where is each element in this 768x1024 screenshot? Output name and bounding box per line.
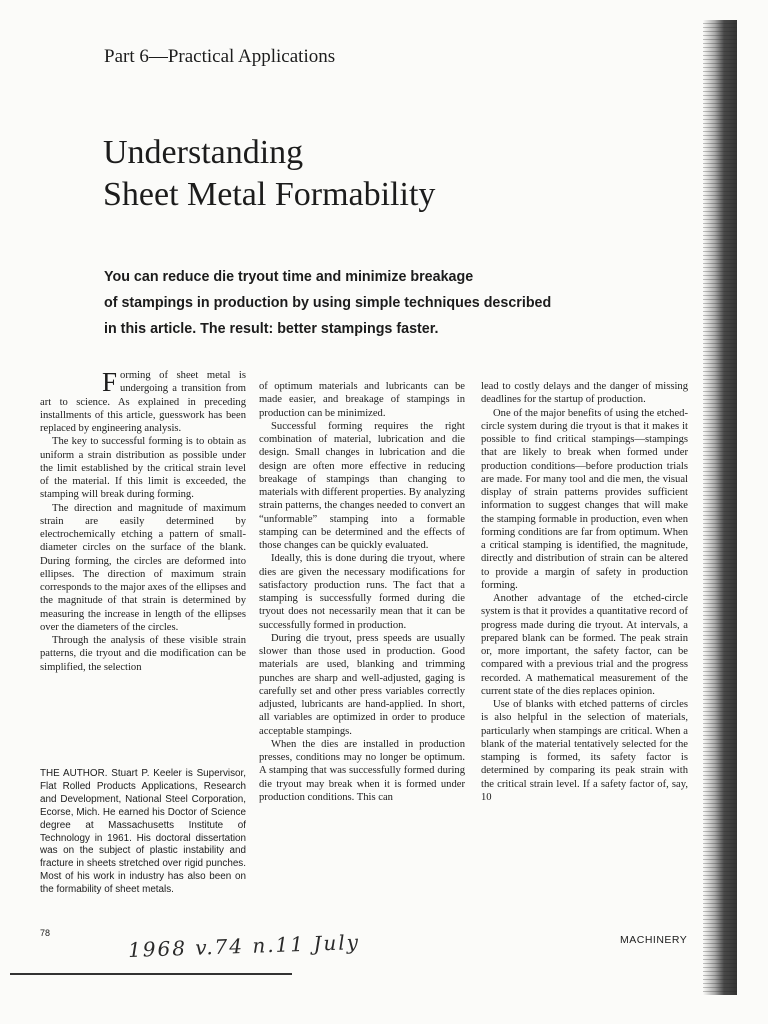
title-line-2: Sheet Metal Formability [103, 176, 436, 213]
paragraph: The direction and magnitude of maximum strain are easily determined by electrochemically etching a pattern of small-diameter circles on the surface of the blank. During forming, the circles are deformed into ellipses. The direction of maximum strain corresponds to the major axes of the ellipses and the magnitude of that strain is determined by measuring the increase in length of the ellipses over the diameters of the circles. [40, 502, 246, 633]
paragraph: The key to successful forming is to obtain as uniform a strain distribution as possible under the limit established by the critical strain level of the material. If this limit is exceeded, the stamping will break during forming. [40, 436, 246, 501]
paragraph: Ideally, this is done during die tryout, where dies are given the necessary modifications for satisfactory production runs. The fact that a stamping is successfully formed during die tryout does not necessarily mean that it can be successfully formed in production. [259, 553, 465, 631]
paragraph: One of the major benefits of using the etched-circle system during die tryout is that it makes it possible to find critical stampings—stampings that are likely to break when formed under production conditions—before production trials are made. For many tool and die men, the visual display of strain patterns provides sufficient information to suggest changes that will make the stamping formable in production, even when forming conditions are far from optimum. When a critical stamping is identified, the magnitude, directly and distribution of strain can be altered to provide a margin of safety in production forming. [481, 407, 688, 591]
body-column-1 [40, 369, 246, 674]
author-note: THE AUTHOR. Stuart P. Keeler is Supervisor, Flat Rolled Products Applications, Research and Development, National Steel Corporation, Ecorse, Mich. He earned his Doctor of Science degree at Massachusetts Institute of Technology in 1961. His doctoral dissertation was on the subject of plastic instability and fracture in sheets stretched over rigid punches. Most of his work in industry has also been on the formability of sheet metals. [40, 768, 246, 896]
page-number: 78 [40, 928, 51, 938]
paragraph: Successful forming requires the right combination of material, lubrication and die design. Small changes in lubrication and die design are often more effective in reducing breakage of stampings than changing to materials with different properties. By analyzing strain patterns, the changes needed to convert an “unformable” stamping into a formable stamping can be determined and the effects of those changes can be quickly evaluated. [259, 420, 465, 551]
drop-cap: F [102, 367, 118, 397]
paragraph: lead to costly delays and the danger of missing deadlines for the startup of production. [481, 381, 688, 406]
paragraph-text: orming of sheet metal is undergoing a transition from art to science. As explained in preceding installments of this article, guesswork has been replaced by engineering analysis. [40, 370, 246, 434]
journal-name: MACHINERY [620, 934, 688, 946]
handwritten-annotation: 1968 v.74 n.11 July [127, 929, 361, 963]
paragraph: During die tryout, press speeds are usually slower than those used in production. Good materials are used, blanking and trimming punches are sharp and well-adjusted, gaging is carefully set and other press variables correctly adjusted, lubricants are hand-applied. In short, all variables are optimized in order to produce acceptable stampings. [259, 632, 465, 737]
deck-line-3: in this article. The result: better stampings faster. [104, 321, 439, 337]
part-heading: Part 6—Practical Applications [104, 46, 336, 67]
paragraph: Another advantage of the etched-circle system is that it provides a quantitative record of progress made during die tryout. At intervals, a prepared blank can be formed. The peak strain or, more important, the safety factor, can be compared with a previous trial and the progress recorded. A mathematical measurement of the current state of the dies replaces opinion. [481, 593, 688, 697]
body-column-2 [259, 380, 465, 804]
body-column-3 [481, 380, 688, 804]
article-title [103, 132, 435, 216]
paragraph: When the dies are installed in production presses, conditions may no longer be optimum. A stamping that was successfully formed during die tryout may break when it is formed under production conditions. This can [259, 738, 465, 803]
title-line-1: Understanding [103, 134, 304, 171]
paragraph: Use of blanks with etched patterns of circles is also helpful in the selection of materials, particularly when stampings are critical. When a blank of the material tentatively selected for the stamping is formed, its safety factor is determined by comparing its peak strain with the critical strain level. If a safety factor of, say, 10 [481, 699, 688, 803]
paragraph: Through the analysis of these visible strain patterns, die tryout and die modification can be simplified, the selection [40, 635, 246, 673]
article-deck [104, 264, 624, 342]
paragraph [40, 369, 246, 435]
deck-line-2: of stampings in production by using simple techniques described [104, 295, 552, 311]
paragraph: of optimum materials and lubricants can be made easier, and breakage of stampings in production can be minimized. [259, 381, 465, 419]
binding-spine-shadow [703, 20, 737, 995]
footer-rule [10, 973, 292, 975]
deck-line-1: You can reduce die tryout time and minimize breakage [104, 269, 474, 285]
